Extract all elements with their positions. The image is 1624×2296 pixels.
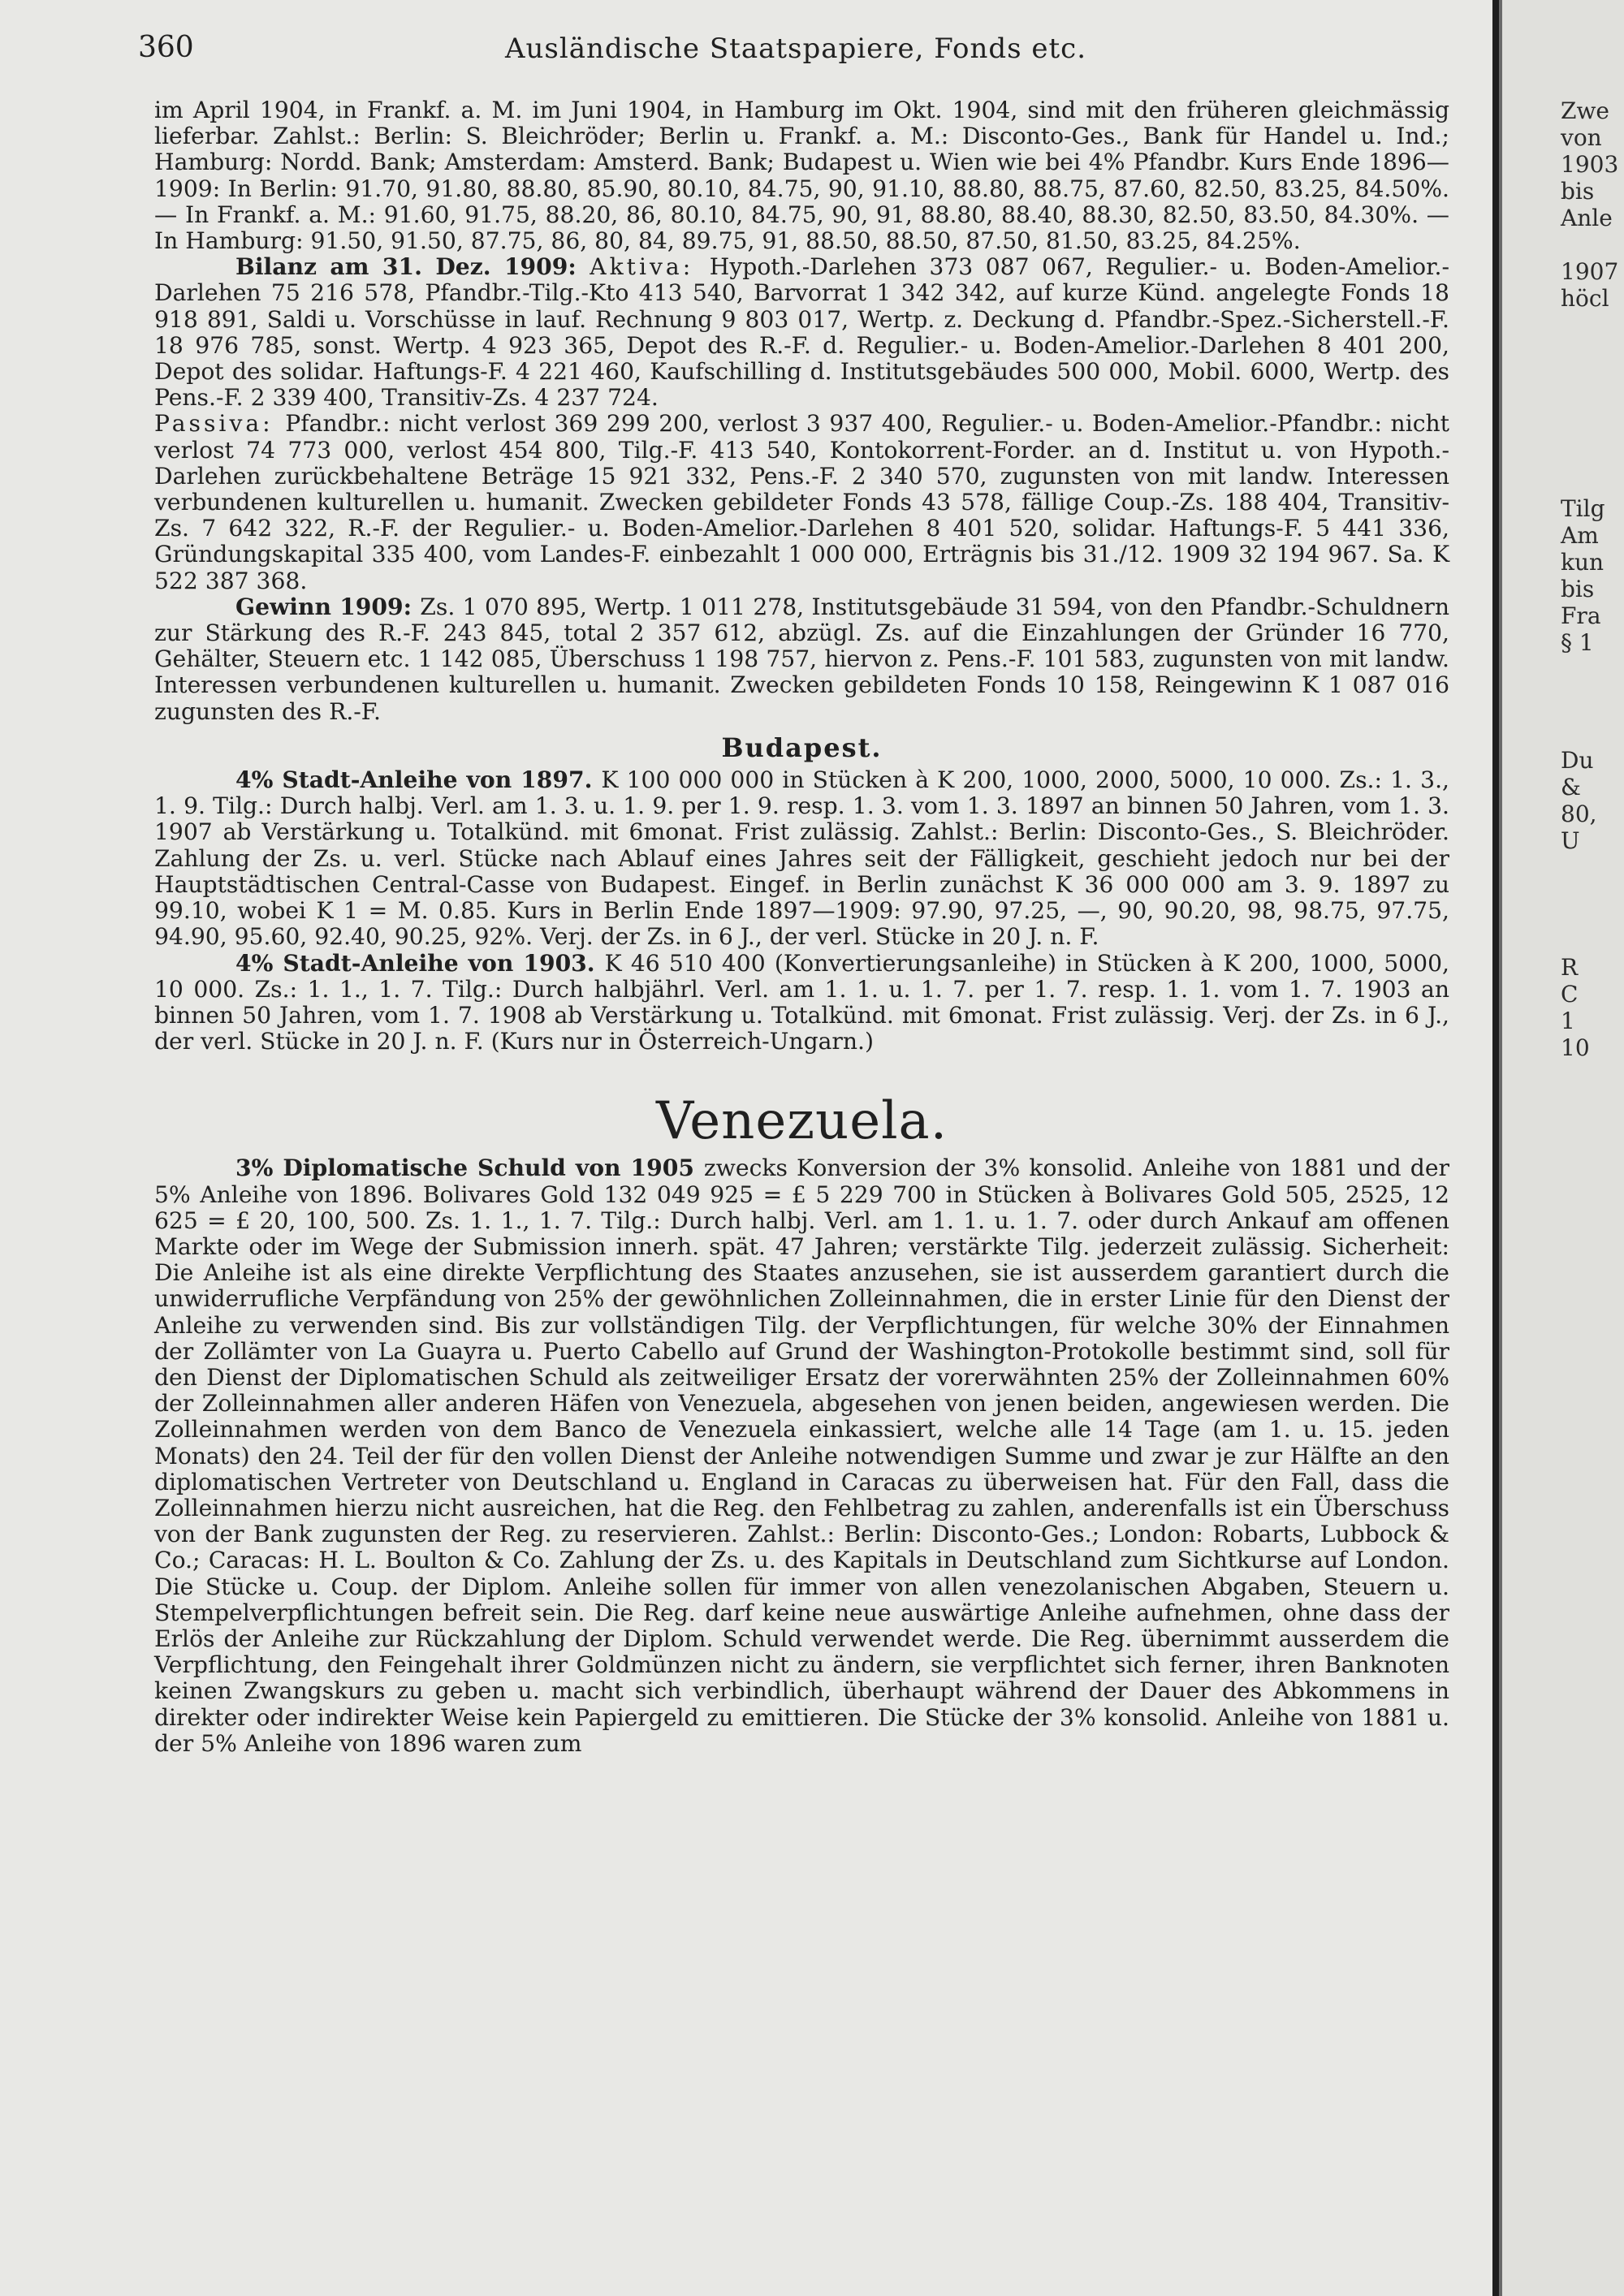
adjacent-page-fragment: höcl <box>1561 285 1609 312</box>
section-heading-country: Venezuela. <box>655 1091 948 1152</box>
bold-heading: 4% Stadt-Anleihe von 1903. <box>235 949 605 977</box>
adjacent-page-edge <box>1502 0 1624 2296</box>
adjacent-page-fragment: bis <box>1561 576 1595 602</box>
section-heading-city: Budapest. <box>721 732 883 763</box>
page-header <box>138 31 1453 71</box>
bold-heading: 4% Stadt-Anleihe von 1897. <box>235 766 602 794</box>
adjacent-page-fragment: Anle <box>1561 205 1613 231</box>
bold-heading: Bilanz am 31. Dez. 1909: <box>235 253 590 281</box>
adjacent-page-fragment: Tilg <box>1561 495 1605 522</box>
text-run: Hypoth.-Darlehen 373 087 067, Regulier.- u. Boden-Amelior.-Darlehen 75 216 578, Pfandbr.-Tilg.-Kto 413 540, Barvorrat 1 342 342, auf kurze Künd. angelegte Fonds 18 918 891, Saldi u. Vorschüsse in lauf. Rechnung 9 803 017, Wertp. z. Deckung d. Pfandbr.-Spez.-Sicherstell.-F. 18 976 785, sonst. Wertp. 4 923 365, Depot des R.-F. d. Regulier.- u. Boden-Amelior.-Darlehen 8 401 200, Depot des solidar. Haftungs-F. 4 221 460, Kaufschilling d. Institutsgebäudes 500 000, Mobil. 6000, Wertp. des Pens.-F. 2 339 400, Transitiv-Zs. 4 237 724. <box>154 253 1449 412</box>
adjacent-page-fragment: Fra <box>1561 602 1601 629</box>
paragraph <box>154 411 1449 593</box>
adjacent-page-fragment: von <box>1561 124 1602 151</box>
text-run: K 46 510 400 (Konvertierungsanleihe) in Stücken à K 200, 1000, 5000, 10 000. Zs.: 1. 1., 1. 7. Tilg.: Durch halbjährl. Verl. am 1. 1. u. 1. 7. per 1. 7. resp. 1. 1. vom 1. 7. 1903 an binnen 50 Jahren, vom 1. 7. 1908 ab Verstärkung u. Totalkünd. mit 6monat. Frist zulässig. Verj. der Zs. in 6 J., der verl. Stücke in 20 J. n. F. (Kurs nur in Österreich-Ungarn.) <box>154 949 1449 1055</box>
adjacent-page-fragment: & <box>1561 774 1581 801</box>
paragraph <box>154 254 1449 411</box>
paragraph <box>154 951 1449 1055</box>
text-run: zwecks Konversion der 3% konsolid. Anleihe von 1881 und der 5% Anleihe von 1896. Bolivares Gold 132 049 925 = £ 5 229 700 in Stücken à Bolivares Gold 505, 2525, 12 625 = £ 20, 100, 500. Zs. 1. 1., 1. 7. Tilg.: Durch halbj. Verl. am 1. 1. u. 1. 7. oder durch Ankauf am offenen Markte oder im Wege der Submission innerh. spät. 47 Jahren; verstärkte Tilg. jederzeit zulässig. Sicherheit: Die Anleihe ist als eine direkte Verpflichtung des Staates anzusehen, sie ist ausserdem garantiert durch die unwiderrufliche Verpfändung von 25% der gewöhnlichen Zolleinnahmen, die in erster Linie für den Dienst der Anleihe zu verwenden sind. Bis zur vollständigen Tilg. der Verpflichtungen, für welche 30% der Einnahmen der Zollämter von La Guayra u. Puerto Cabello auf Grund der Washington-Protokolle bestimmt sind, soll für den Dienst der Diplomatischen Schuld als zeitweiliger Ersatz der vorerwähnten 25% der Zolleinnahmen 60% der Zolleinnahmen aller anderen Häfen von Venezuela, abgesehen von jenen beiden, angewiesen werden. Die Zolleinnahmen werden von dem Banco de Venezuela einkassiert, welche alle 14 Tage (am 1. u. 15. jeden Monats) den 24. Teil der für den vollen Dienst der Anleihe notwendigen Summe und zwar je zur Hälfte an den diplomatischen Vertreter von Deutschland u. England in Caracas zu überweisen hat. Für den Fall, dass die Zolleinnahmen hierzu nicht ausreichen, hat die Reg. den Fehlbetrag zu zahlen, anderenfalls ist ein Überschuss von der Bank zugunsten der Reg. zu reservieren. Zahlst.: Berlin: Disconto-Ges.; London: Robarts, Lubbock & Co.; Caracas: H. L. Boulton & Co. Zahlung der Zs. u. des Kapitals in Deutschland zum Sichtkurse auf London. Die Stücke u. Coup. der Diplom. Anleihe sollen für immer von allen venezolanischen Abgaben, Steuern u. Stempelverpflichtungen befreit sein. Die Reg. darf keine neue auswärtige Anleihe aufnehmen, ohne dass der Erlös der Anleihe zur Rückzahlung der Diplom. Schuld verwendet werde. Die Reg. übernimmt ausserdem die Verpflichtung, den Feingehalt ihrer Goldmünzen nicht zu ändern, sie verpflichtet sich ferner, ihren Banknoten keinen Zwangskurs zu geben u. macht sich verbindlich, überhaupt während der Dauer des Abkommens in direkter oder indirekter Weise kein Papiergeld zu emittieren. Die Stücke der 3% konsolid. Anleihe von 1881 u. der 5% Anleihe von 1896 waren zum <box>154 1154 1449 1757</box>
spaced-label: Aktiva: <box>590 253 710 281</box>
text-run: Zs. 1 070 895, Wertp. 1 011 278, Institutsgebäude 31 594, von den Pfandbr.-Schuldnern zur Stärkung des R.-F. 243 845, total 2 357 612, abzügl. Zs. auf die Einzahlungen der Gründer 16 770, Gehälter, Steuern etc. 1 142 085, Überschuss 1 198 757, hiervon z. Pens.-F. 101 583, zugunsten von mit landw. Interessen verbundenen kulturellen u. humanit. Zwecken gebildeten Fonds 10 158, Reingewinn K 1 087 016 zugunsten des R.-F. <box>154 593 1449 725</box>
paragraph <box>154 1155 1449 1757</box>
paragraph <box>154 594 1449 725</box>
document-body <box>154 97 1449 1757</box>
adjacent-page-fragment: Zwe <box>1561 97 1609 124</box>
adjacent-page-fragment: 10 <box>1561 1034 1590 1061</box>
adjacent-page-fragment: 80, <box>1561 801 1597 827</box>
adjacent-page-fragment: 1 <box>1561 1008 1575 1034</box>
adjacent-page-fragment: Du <box>1561 747 1594 774</box>
page-fold <box>1492 0 1499 2296</box>
adjacent-page-fragment: C <box>1561 981 1579 1008</box>
adjacent-page-fragment: Am <box>1561 522 1599 549</box>
text-run: im April 1904, in Frankf. a. M. im Juni 1904, in Hamburg im Okt. 1904, sind mit den früheren gleichmässig lieferbar. Zahlst.: Berlin: S. Bleichröder; Berlin u. Frankf. a. M.: Disconto-Ges., Bank für Handel u. Ind.; Hamburg: Nordd. Bank; Amsterdam: Amsterd. Bank; Budapest u. Wien wie bei 4% Pfandbr. Kurs Ende 1896—1909: In Berlin: 91.70, 91.80, 88.80, 85.90, 80.10, 84.75, 90, 91.10, 88.80, 88.75, 87.60, 82.50, 83.25, 84.50%. — In Frankf. a. M.: 91.60, 91.75, 88.20, 86, 80.10, 84.75, 90, 91, 88.80, 88.40, 88.30, 82.50, 83.50, 84.30%. — In Hamburg: 91.50, 91.50, 87.75, 86, 80, 84, 89.75, 91, 88.50, 88.50, 87.50, 81.50, 83.25, 84.25%. <box>154 97 1449 255</box>
text-run: K 100 000 000 in Stücken à K 200, 1000, 2000, 5000, 10 000. Zs.: 1. 3., 1. 9. Tilg.: Durch halbj. Verl. am 1. 3. u. 1. 9. per 1. 9. resp. 1. 3. vom 1. 3. 1897 an binnen 50 Jahren, vom 1. 3. 1907 ab Verstärkung u. Totalkünd. mit 6monat. Frist zulässig. Zahlst.: Berlin: Disconto-Ges., S. Bleichröder. Zahlung der Zs. u. verl. Stücke nach Ablauf eines Jahres seit der Fälligkeit, geschieht jedoch nur bei der Hauptstädtischen Central-Casse von Budapest. Eingef. in Berlin zunächst K 36 000 000 am 3. 9. 1897 zu 99.10, wobei K 1 = M. 0.85. Kurs in Berlin Ende 1897—1909: 97.90, 97.25, —, 90, 90.20, 98, 98.75, 97.75, 94.90, 95.60, 92.40, 90.25, 92%. Verj. der Zs. in 6 J., der verl. Stücke in 20 J. n. F. <box>154 766 1449 951</box>
adjacent-page-fragment: R <box>1561 954 1579 981</box>
text-run: Pfandbr.: nicht verlost 369 299 200, verlost 3 937 400, Regulier.- u. Boden-Amelior.-Pfandbr.: nicht verlost 74 773 000, verlost 454 800, Tilg.-F. 413 540, Kontokorrent-Forder. an d. Institut u. von Hypoth.-Darlehen zurückbehaltene Beträge 15 921 332, Pens.-F. 2 340 570, zugunsten von mit landw. Interessen verbundenen kulturellen u. humanit. Zwecken gebildeter Fonds 43 578, fällige Coup.-Zs. 188 404, Transitiv-Zs. 7 642 322, R.-F. der Regulier.- u. Boden-Amelior.-Darlehen 8 401 520, solidar. Haftungs-F. 5 441 336, Gründungskapital 335 400, vom Landes-F. einbezahlt 1 000 000, Erträgnis bis 31./12. 1909 32 194 967. Sa. K 522 387 368. <box>154 410 1449 594</box>
adjacent-page-fragment: 1907 <box>1561 258 1619 285</box>
adjacent-page-fragment: U <box>1561 827 1580 854</box>
adjacent-page-fragment: bis <box>1561 178 1595 205</box>
spaced-label: Passiva: <box>154 410 286 438</box>
page-number: 360 <box>138 31 194 64</box>
paragraph <box>154 767 1449 950</box>
adjacent-page-fragment: § 1 <box>1561 629 1594 656</box>
running-title: Ausländische Staatspapiere, Fonds etc. <box>504 32 1087 65</box>
bold-heading: Gewinn 1909: <box>235 593 421 620</box>
paragraph <box>154 97 1449 254</box>
adjacent-page-fragment: 1903 <box>1561 151 1619 178</box>
bold-heading: 3% Diplomatische Schuld von 1905 <box>235 1154 704 1182</box>
adjacent-page-fragment: kun <box>1561 549 1605 576</box>
